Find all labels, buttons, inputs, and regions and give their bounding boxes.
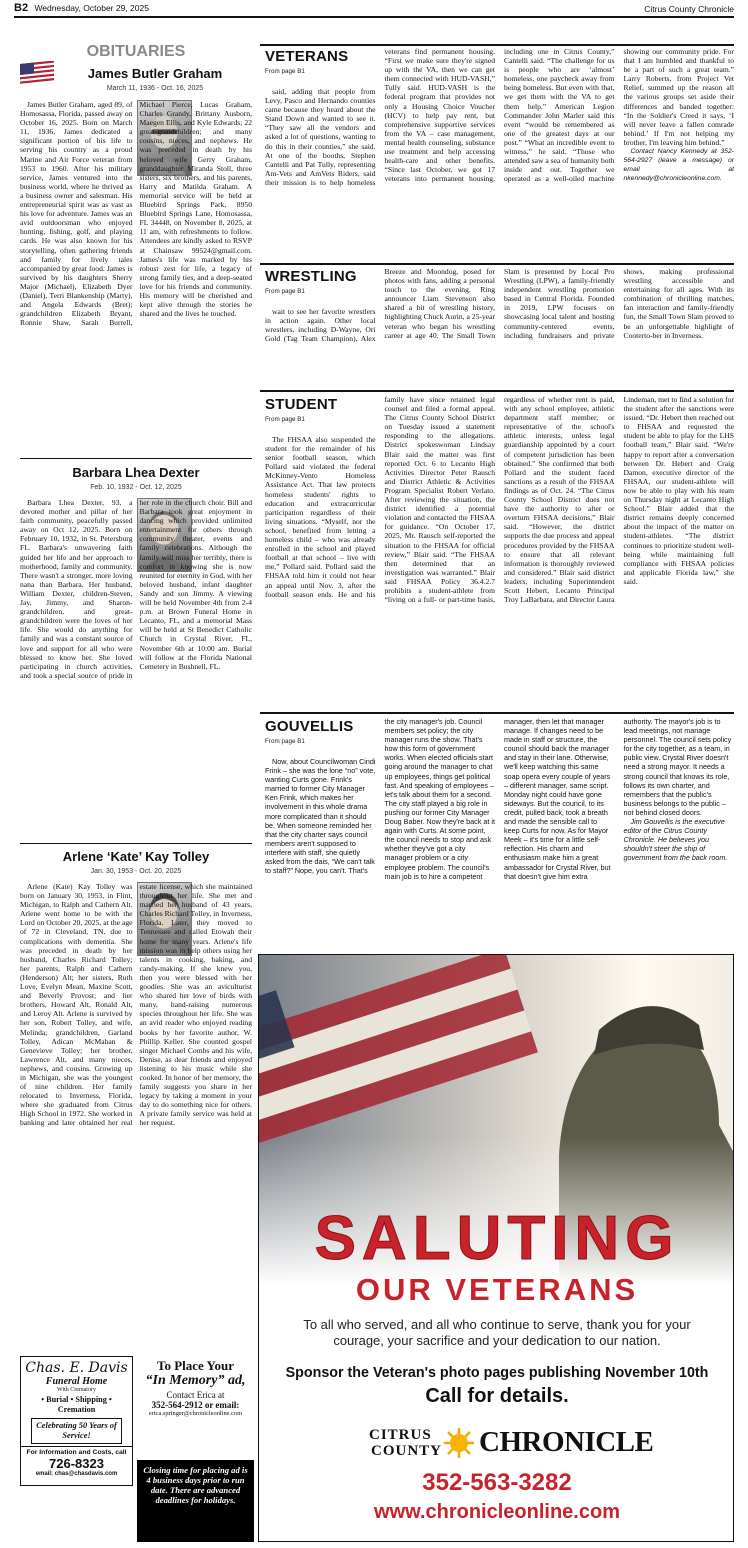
in-memory-ad [137, 1359, 254, 1454]
wrestling-from: From page B1 [265, 288, 305, 295]
closing-time-box [137, 1460, 254, 1542]
in-memory-contact: Contact Erica at [166, 1390, 225, 1400]
page-header [14, 2, 734, 18]
sun-icon [443, 1427, 475, 1459]
chronicle-logo [369, 1423, 654, 1465]
davis-sub2: With Crematory [57, 1387, 96, 1393]
obituaries-header: OBITUARIES [86, 43, 186, 60]
obit-name-graham: James Butler Graham [87, 66, 223, 81]
student-article: The FHSAA also suspended the student for the remainder of his senior football season, which Pollard said violated the federal McKinney-Vento Homeless Assistance Act. That law protects homeless students' rights to education and extracurricular participation regardless of their living situations. “Myself, nor the school, benefited from letting a homeless child – who was already enrolled in the school and played football at that school – live with me,” Pollard said. Pollard said the FHSAA told him it could not hear an appeal until Nov. 3, after the football season ends. He and his family have since retained legal counsel and filed a formal appeal. The Citrus County School District on Tuesday issued a statement responding to the allegations. District spokeswoman Lindsay Blair said the matter was first reported Oct. 6 to Lecanto High Activities Director Peter Rausch and District Athletic & Activities Program Specialist Robert Verlato. After reviewing the situation, the district identified a potential violation and contacted the FHSAA for guidance. “On October 17, 2025, Mr. Rausch self-reported the situation to the FHSAA for official review,” Blair said. “The FHSAA then determined that an investigation was warranted.” Blair said FHSAA Policy 36.4.2.7 prohibits a student-athlete from “living on a full- or part-time basis, regardless of whether rent is paid, with any school employee, athletic department staff member, or representative of the school's athletic interests, unless legal guardianship appointed by a court of competent jurisdiction has been obtained.” She confirmed that both Pollard and the student faced sanctions as a result of the FHSAA findings as of Oct. 24. “The Citrus County School District does not have the authority to alter or overturn FHSAA decisions,” Blair said. “However, the district supports the due process and appeal procedures provided by the FHSAA to ensure that all relevant information is thoroughly reviewed and considered.” Blair said district leaders, including Superintendent Scott Hebert, Lecanto Principal Troy LaBarbara, and Director Laura Lindeman, met to find a solution for the student after the sanctions were issued. “Dr. Hebert then reached out to FHSAA and requested the student be able to play for the LHS football team,” Blair said. “We're happy to report after a conversation between Dr. Hebert and Craig Damon, executive director of the FHSAA, our student-athlete will now be able to play with his team on Thursday night at Lecanto High School.” Blair added that the district remains deeply concerned about the impact of the matter on student-athletes. “The district continues to prioritize student well-being while maintaining full compliance with FHSAA policies and applicable Florida law,” she said. [265, 395, 734, 605]
american-flag-icon [20, 61, 56, 86]
logo-chronicle: CHRONICLE [479, 1426, 654, 1458]
obit-name-dexter: Barbara Lhea Dexter [72, 465, 200, 480]
davis-services: • Burial • Shipping • Cremation [41, 1395, 112, 1414]
ad-sponsor: Sponsor the Veteran's photo pages publishing November 10th [285, 1365, 709, 1381]
davis-email: email: chas@chasdavis.com [35, 1471, 118, 1477]
ad-body: To all who served, and all who continue to serve, thank you for your courage, your sacrifice and your dedication to our nation. [303, 1317, 691, 1348]
wrestling-title: WRESTLING [265, 268, 357, 285]
ad-phone: 352-563-3282 [422, 1469, 572, 1496]
gouvellis-from: From page B1 [265, 738, 305, 745]
logo-county: COUNTY [371, 1443, 443, 1459]
page-number: B2 [14, 2, 29, 14]
ad-website: www.chronicleonline.com [374, 1501, 620, 1523]
obit-dates-graham: March 11, 1936 - Oct. 16, 2025 [106, 85, 204, 92]
veterans-from: From page B1 [265, 68, 305, 75]
davis-info: For Information and Costs, call [26, 1449, 127, 1456]
davis-funeral-ad-box [20, 1356, 133, 1447]
obit-name-tolley: Arlene ‘Kate’ Kay Tolley [62, 849, 210, 864]
veterans-title: VETERANS [265, 48, 349, 65]
obit-text-tolley: Arlene (Kate) Kay Tolley was born on January 30, 1953, in Flint, Michigan, to Ralph and Cathern Alt. Arlene went home to be with the Lord on October 20, 2025, at the age of 72 in Cleveland, TN, due to complications with dementia. She was preceded in death by her husband, Charles Richard Tolley; her parents, Ralph and Cathern (Henderson) Alt; her sisters, Ruth Love, Evelyn Mean, Maxine Scott, and Beverly Provost; and her brothers, Howard Alt, Ronald Alt, and Leroy Alt. Arlene is survived by her son, Robert Tolley, and wife, Melinda; grandchildren, Garland Tolley, Adican McMahan & Genevieve Tolley; her brother, Lawrence Alt, and many nieces, nephews, and cousins. Growing up in Michigan, she was the youngest of nine children. Her family relocated to Inverness, Florida, where she graduated from Citrus High School in 1972. She worked in banking and later obtained her real estate license, which she maintained throughout her life. She met and married her husband of 43 years, Charles Richard Tolley, in Inverness, Florida. Later, they moved to Tennessee and called Etowah their home for many years. Arlene's life mission was to help others using her talents in cooking, baking, and candy-making. If she knew you, then you were blessed with her goodies. She was an aviculturist who shared her love of birds with many, hand-raising numerous species throughout her life. She was an avid reader who enjoyed reading books by her favorite author, W. Phillip Keller. She counted gospel singer Michael Combs and his wife, Denise, as dear friends and enjoyed listening to his music while she cooked. In honor of her memory, the family suggests you share in her legacy by taking a moment in your day to do something nice for others. A private family service was held at her request. [20, 882, 252, 1128]
in-memory-title-1: To Place Your [156, 1358, 235, 1373]
veterans-ad [258, 954, 734, 1542]
obit-dates-dexter: Feb. 10, 1932 - Oct. 12, 2025 [90, 484, 182, 491]
student-title: STUDENT [265, 396, 338, 413]
davis-phone: 726-8323 [49, 1456, 104, 1471]
logo-citrus: CITRUS [369, 1427, 432, 1443]
obit-text-dexter: Barbara Lhea Dexter, 93, a devoted mother and pillar of her faith community, peacefully passed away on Oct 12, 2025. Born on February 10, 1932, in St. Petersburg FL. Barbara's unwavering faith guided her life and her approach to motherhood, family and community. There wasn't a stronger, more loving nana than Barbara. Her husband, William Dexter, children-Steven, Jay, Jimmy, and Sharon-grandchildren, and great-grandchildren were the loves of her life. She would do anything for family and was a constant source of love and support for all who were blessed to know her. She loved participating in church activities, and took a special source of pride in her role in the church choir. Bill and Barbara took great enjoyment in dancing which provided unlimited entertainment for others through community theater, events and family celebrations. Although the family will miss her terribly, there is comfort in knowing she is now reunited for eternity in God, with her beloved husband, infant daughter Sandy and son Jimmy. A viewing will be held November 4th from 2-4 p.m. at Brown Funeral Home in Lecanto, FL, and a memorial Mass will be held at St Benedict Catholic Church in Crystal River, FL, November 6th at 10:00 am. Burial will follow at the Florida National Cemetery in Bushnell, FL. [20, 498, 252, 680]
obit-dates-tolley: Jan. 30, 1953 - Oct. 20, 2025 [90, 868, 182, 875]
wrestling-article: wait to see her favorite wrestlers in action again. Other local wrestlers, including D-Wayne, Ori Gold (Tag Team Champion), Alex Breeze and Moondog, posed for photos with fans, adding a personal touch to the evening. Ring announcer Liam Stevenson also shared a bit of wrestling history, highlighting Chuck Aurin, a 25-year veteran who began his wrestling career at age 40. The Small Town Slam is presented by Local Pro Wrestling (LPW), a family-friendly independent wrestling promotion based in Central Florida. Founded in 2019, LPW focuses on showcasing local talent and hosting community-centered events, including fundraisers and private shows, making professional wrestling accessible and entertaining for all ages. With its combination of thrilling matches, fan interaction and family-friendly fun, the Small Town Slam proved to be an unforgettable highlight of Cooterto-ber in Inverness. [265, 267, 734, 344]
in-memory-phone: 352-564-2912 or email: [151, 1400, 240, 1410]
issue-date: Wednesday, October 29, 2025 [34, 3, 149, 13]
davis-celebrating: Celebrating 50 Years of Service! [31, 1418, 122, 1444]
davis-name: Chas. E. Davis [25, 1360, 128, 1376]
paper-name: Citrus County Chronicle [644, 4, 734, 14]
davis-sub1: Funeral Home [45, 1376, 108, 1387]
in-memory-email: erica.springer@chronicleonline.com [148, 1410, 243, 1417]
davis-info-box [20, 1446, 133, 1486]
closing-time-text: Closing time for placing ad is 4 business days prior to run date. There are advanced deadlines for holidays. [143, 1465, 248, 1505]
student-from: From page B1 [265, 416, 305, 423]
ad-call: Call for details. [425, 1385, 569, 1407]
gouvellis-title: GOUVELLIS [265, 718, 354, 735]
gouvellis-article: Now, about Councilwoman Cindi Frink – she was the lone “no” vote, wanting Curts gone. Frink's married to former City Manager Ken Frink, which makes her involvement in this whole drama more complicated than it should be. When someone reminded her that the city charter says council members aren't supposed to interfere with staff, she quietly asked from the dais, “We can't talk to staff?” Nope, you can't. That's the city manager's job. Council members set policy; the city manager runs the show. That's how this form of government works. When elected officials start going around the manager to chat up employees, things get political fast. And speaking of employees – let's talk about them for a second. The city staff played a big role in pushing our former City Manager Doug Baber. Now they're back at it again with Curts. At some point, the council needs to stop and ask whether they've got a city manager problem or a city employee problem. The council's main job is to hire a competent manager, then let that manager manage. If changes need to be made in staff or structure, the council should back the manager and stay in their lane. Otherwise, we'll keep watching this same soap opera every couple of years – different manager, same script. Monday night could have gone sideways. But the council, to its credit, pulled back, took a breath and made the sensible call to keep Curts for now. As for Mayor Meek – it's time for a little self-reflection. His charm and enthusiasm make him a great ambassador for Crystal River, but that doesn't give him extra authority. The mayor's job is to lead meetings, not manage personnel. The council sets policy for the city together, as a team, in public view. Crystal River doesn't need a strong mayor. It needs a strong council that knows its role, follows its own charter, and remembers that the public's business belongs to the public – not behind closed doors. Jim Gouvellis is the executive editor of the Citrus County Chronicle. He believes you shouldn't steer the ship of government from the back room. [265, 717, 734, 947]
in-memory-title-2: “In Memory” ad, [145, 1373, 246, 1388]
ad-headline-saluting: SALUTING [314, 1204, 680, 1273]
gouvellis-tagline: Jim Gouvellis is the executive editor of the Citrus County Chronicle. He believes you shouldn't steer the ship of government from the back room. [623, 817, 728, 863]
obit-text-graham: James Butler Graham, aged 89, of Homosassa, Florida, passed away on October 16, 2025. Born on March 11, 1936, James dedicated a significant portion of his life to serving his country as a proud Marine and Air Force veteran from 1953 to 1960. After his military service, James ventured into the business world, where he thrived as a business owner and salesman. His entrepreneurial spirit was as vast as his love for adventure. James was an avid outdoorsman who enjoyed hunting, fishing, golf, and playing cards. He was also known for his storytelling, often gathering friends and family for lively tales accompanied by great food. James is survived by his daughters Sherry Major (Michael), Elizabeth Dyer (Daniel), Terri Blankenship (Marty), and Angela Edwards (Bret); grandchildren Elizabeth Bryant, Ronnie Shaw, Sarah Burrell, Michael Pierce, Lucas Graham, Charles Grandy, Brittany Ausborn, Maegen Ellis, and Kyle Edwards; 22 great-grandchildren; and many cousins, nieces, and nephews. He was preceded in death by his beloved wife Gerry Graham, granddaughter Miranda Stoll, three sisters, six brothers, and his parents, Harry and Matilda Graham. A memorial service will be held at Bluebird Springs Park, 8950 Bluebird Springs Lane, Homosassa, FL 34448, on November 8, 2025, at 11 am, with refreshments to follow. Attendees are kindly asked to RSVP at Chainsaw 99524@gmail.com. James's life was marked by his robust zest for life, a legacy of strong family ties, and a deep-seated love for his friends and community. His memory will be cherished and kept alive through the stories he shared and the lives he touched. [20, 100, 252, 328]
ad-headline-veterans: OUR VETERANS [355, 1272, 639, 1307]
veterans-contact: Contact Nancy Kennedy at 352-564-2927 (leave a message) or email at nkennedy@chronicleonline.com. [623, 148, 734, 183]
veterans-article: said, adding that people from Levy, Pasco and Hernando counties came because they heard about the Stand Down and wanted to see it. “They saw all the vendors and asked a lot of questions, wanting to do this in their counties,” she said. At one of the booths, Stephen Cantelli and Pat Tully, representing Am-Vets and AmVets Riders, said their mission is to help homeless veterans find permanent housing. “First we make sure they're signed up with the VA, then we can get them connected with HUD-VASH,” Tully said. HUD-VASH is the federal program that provides not only a Housing Choice Voucher (HCV) to help pay rent, but comprehensive supportive services from the VA – case management, mental health counseling, substance use treatment and help accessing health-care and other benefits. “Since last October, we got 17 veterans into permanent housing, including one in Citrus County,” Cantelli said. “The challenge for us is people who are ‘almost’ homeless, one paycheck away from being homeless. But even with that, we get them with the VA to get them help.” American Legion Commander John Marler said this event “would be remembered as one of the greatest days at our post.” “What an incredible event to witness,” he said. “Those who attended saw a sea of humanity both inside and out. Together we operated as a well-oiled machine showing our community pride. For that I am humbled and thankful to be a part of such a great team.” Larry Roberts, from Project Vet Relief, summed up the reason all the various groups set aside their differences and banded together: “In the Soldier's Creed it says, ‘I will never leave a fallen comrade behind.’ If I'm not helping my brother, I'm leaving him behind.” Contact Nancy Kennedy at 352-564-2927 (leave a message) or email at nkennedy@chronicleonline.com. [265, 47, 734, 187]
